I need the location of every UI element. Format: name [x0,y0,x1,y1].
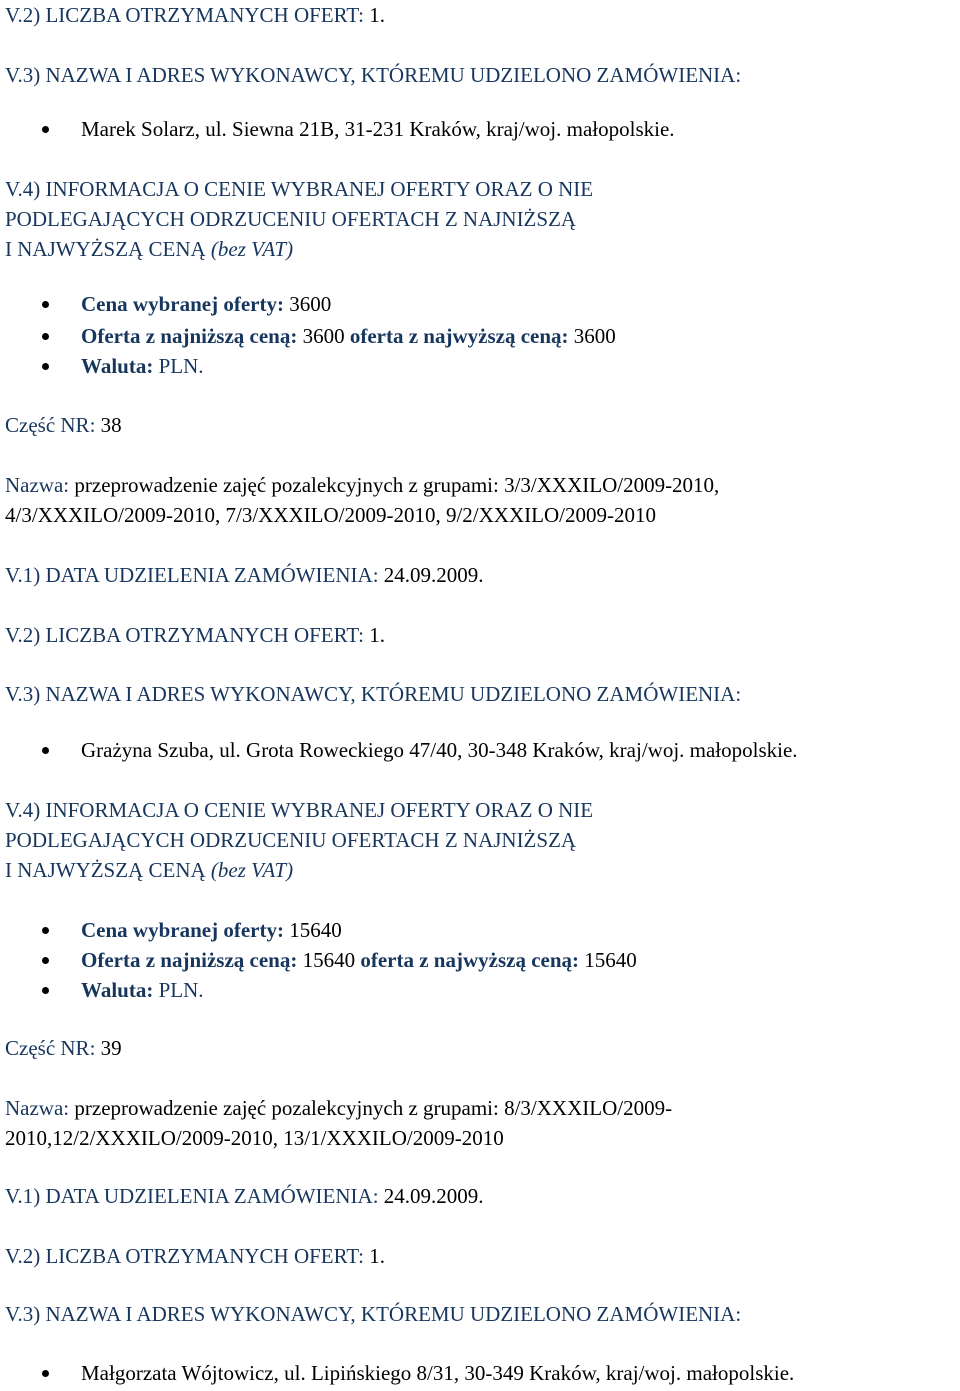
contracts-count-heading: V.2) LICZBA OTRZYMANYCH OFERT: 1. [5,623,385,647]
bullet-icon [42,957,49,964]
part-name-line2: 4/3/XXXILO/2009-2010, 7/3/XXXILO/2009-2010, 9/2/XXXILO/2009-2010 [5,503,656,527]
price-info-heading-line2: PODLEGAJĄCYCH ODRZUCENIU OFERTACH Z NAJNIŻSZĄ [5,207,577,231]
contractor-address: Grażyna Szuba, ul. Grota Roweckiego 47/40, 30-348 Kraków, kraj/woj. małopolskie. [81,738,798,762]
bullet-icon [42,126,49,133]
award-date-heading: V.1) DATA UDZIELENIA ZAMÓWIENIA: 24.09.2009. [5,563,484,587]
selected-offer-price: Cena wybranej oferty: 15640 [81,918,342,942]
part-number: Część NR: 38 [5,413,122,437]
bullet-icon [42,1370,49,1377]
contractor-address: Marek Solarz, ul. Siewna 21B, 31-231 Kraków, kraj/woj. małopolskie. [81,117,675,141]
lowest-highest-price: Oferta z najniższą ceną: 3600 oferta z najwyższą ceną: 3600 [81,324,616,348]
bullet-icon [42,927,49,934]
price-info-heading-line1: V.4) INFORMACJA O CENIE WYBRANEJ OFERTY ORAZ O NIE [5,798,594,822]
selected-offer-price: Cena wybranej oferty: 3600 [81,292,332,316]
contractor-heading: V.3) NAZWA I ADRES WYKONAWCY, KTÓREMU UDZIELONO ZAMÓWIENIA: [5,63,742,87]
lowest-highest-price: Oferta z najniższą ceną: 15640 oferta z najwyższą ceną: 15640 [81,948,637,972]
currency: Waluta: PLN. [81,978,204,1002]
contractor-heading: V.3) NAZWA I ADRES WYKONAWCY, KTÓREMU UDZIELONO ZAMÓWIENIA: [5,1302,742,1326]
contracts-count-heading: V.2) LICZBA OTRZYMANYCH OFERT: 1. [5,1244,385,1268]
part-name-line2: 2010,12/2/XXXILO/2009-2010, 13/1/XXXILO/2009-2010 [5,1126,504,1150]
bullet-icon [42,987,49,994]
price-info-heading-line1: V.4) INFORMACJA O CENIE WYBRANEJ OFERTY ORAZ O NIE [5,177,594,201]
bullet-icon [42,363,49,370]
price-info-heading-line3: I NAJWYŻSZĄ CENĄ (bez VAT) [5,237,294,261]
bullet-icon [42,747,49,754]
award-date-heading: V.1) DATA UDZIELENIA ZAMÓWIENIA: 24.09.2009. [5,1184,484,1208]
contractor-heading: V.3) NAZWA I ADRES WYKONAWCY, KTÓREMU UDZIELONO ZAMÓWIENIA: [5,682,742,706]
price-info-heading-line2: PODLEGAJĄCYCH ODRZUCENIU OFERTACH Z NAJNIŻSZĄ [5,828,577,852]
currency: Waluta: PLN. [81,354,204,378]
part-name-line1: Nazwa: przeprowadzenie zajęć pozalekcyjnych z grupami: 8/3/XXXILO/2009- [5,1096,673,1120]
part-number: Część NR: 39 [5,1036,122,1060]
bullet-icon [42,301,49,308]
price-info-heading-line3: I NAJWYŻSZĄ CENĄ (bez VAT) [5,858,294,882]
contracts-count-heading: V.2) LICZBA OTRZYMANYCH OFERT: 1. [5,3,385,27]
part-name-line1: Nazwa: przeprowadzenie zajęć pozalekcyjnych z grupami: 3/3/XXXILO/2009-2010, [5,473,720,497]
bullet-icon [42,333,49,340]
contractor-address: Małgorzata Wójtowicz, ul. Lipińskiego 8/31, 30-349 Kraków, kraj/woj. małopolskie. [81,1361,795,1385]
